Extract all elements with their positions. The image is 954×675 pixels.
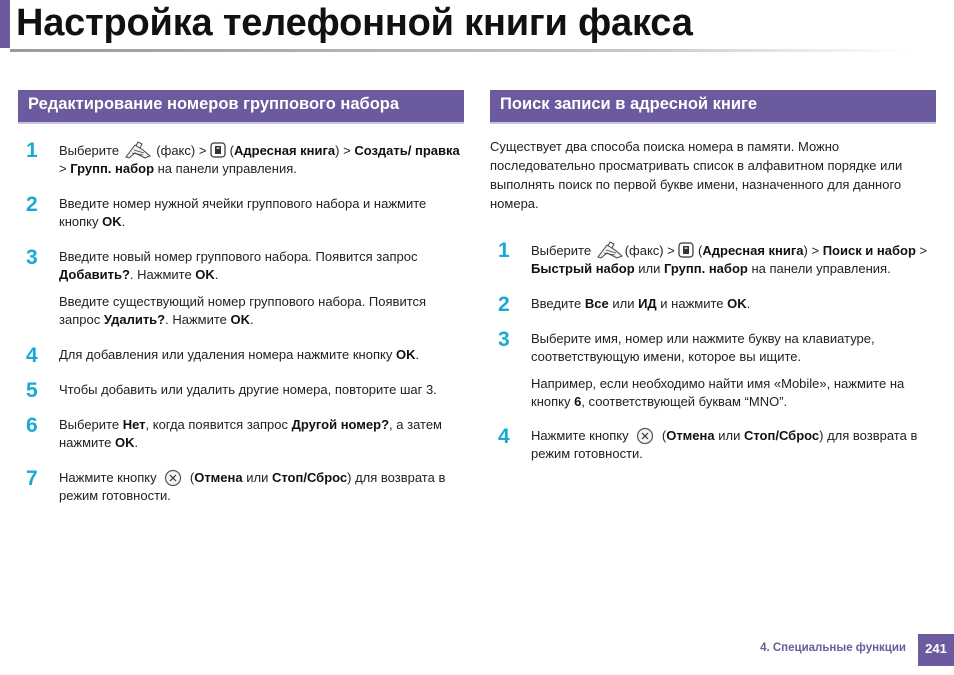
- section-header-divider: [490, 122, 936, 124]
- step-number: 4: [498, 425, 510, 448]
- step-text: [531, 241, 936, 278]
- text: или: [634, 261, 665, 276]
- text: . Нажмите: [129, 267, 196, 282]
- text: (: [658, 428, 667, 443]
- menu-speed-dial: Быстрый набор: [531, 261, 635, 276]
- text: .: [250, 312, 254, 327]
- step-text: [59, 381, 464, 399]
- text: на панели управления.: [747, 261, 891, 276]
- text: , а затем нажмите: [59, 417, 442, 450]
- step-number: 2: [498, 293, 510, 316]
- ok-key: OK: [727, 296, 747, 311]
- menu-group-dial: Групп. набор: [70, 161, 155, 176]
- step-number: 5: [26, 379, 38, 402]
- text: и нажмите: [656, 296, 728, 311]
- step-text: [531, 295, 936, 313]
- text: Введите новый номер группового набора. Появится запрос: [59, 249, 418, 264]
- text: >: [59, 161, 71, 176]
- text: на панели управления.: [154, 161, 297, 176]
- text: . Нажмите: [165, 312, 231, 327]
- prompt-another-number: Другой номер?: [291, 417, 390, 432]
- text: (: [226, 143, 234, 158]
- text: , соответствующей буквам “MNO”.: [581, 394, 788, 409]
- ok-key: OK: [114, 435, 135, 450]
- key-cancel: Отмена: [666, 428, 715, 443]
- stop-reset-icon: [636, 427, 654, 445]
- fax-icon: [595, 241, 625, 259]
- text: Введите номер нужной ячейки группового набора и нажмите кнопку: [59, 196, 427, 229]
- option-all: Все: [584, 296, 609, 311]
- text: ) для возврата в режим готовности.: [59, 470, 446, 503]
- key-6: 6: [574, 394, 582, 409]
- section-group-dial-edit: [18, 90, 464, 503]
- step-number: 3: [498, 328, 510, 351]
- step-text: [531, 330, 936, 411]
- text: или: [242, 470, 272, 485]
- prompt-delete: Удалить?: [103, 312, 166, 327]
- text: Выберите: [59, 417, 123, 432]
- menu-create-edit: Создать/ правка: [354, 143, 460, 158]
- footer-chapter: 4. Специальные функции: [760, 642, 906, 654]
- text: или: [714, 428, 744, 443]
- text: ) для возврата в режим готовности.: [531, 428, 918, 461]
- step-text: [59, 141, 464, 178]
- menu-group-dial: Групп. набор: [664, 261, 748, 276]
- key-stop-reset: Стоп/Сброс: [271, 470, 348, 485]
- key-cancel: Отмена: [194, 470, 243, 485]
- prompt-add: Добавить?: [59, 267, 130, 282]
- text: (факс) >: [152, 143, 211, 158]
- text: .: [134, 435, 139, 450]
- text: Выберите: [531, 243, 595, 258]
- step-number: 1: [26, 139, 38, 162]
- key-stop-reset: Стоп/Сброс: [743, 428, 820, 443]
- text: .: [746, 296, 751, 311]
- ok-key: OK: [102, 214, 122, 229]
- menu-search-dial: Поиск и набор: [822, 243, 916, 258]
- fax-icon: [123, 141, 153, 159]
- text: Введите: [531, 296, 585, 311]
- step-text: [59, 416, 464, 452]
- step-text: [531, 427, 936, 463]
- address-book-icon: [678, 242, 694, 258]
- step-number: 4: [26, 344, 38, 367]
- text: Например, если необходимо найти имя «Mobile», нажмите на кнопку: [531, 376, 905, 409]
- section-header: Поиск записи в адресной книге: [490, 90, 936, 122]
- text: или: [608, 296, 639, 311]
- title-accent-bar: [0, 0, 10, 48]
- section-intro: Существует два способа поиска номера в памяти. Можно последовательно просматривать список в алфавитном порядке или выполнять поиск по первой букве имени, назначенного для данного номера.: [490, 139, 903, 211]
- text: , когда появится запрос: [145, 417, 292, 432]
- text: (: [186, 470, 195, 485]
- ok-key: OK: [230, 312, 251, 327]
- text: .: [415, 347, 420, 362]
- page-number: 241: [918, 634, 954, 666]
- stop-reset-icon: [164, 469, 182, 487]
- step-main-text: Выберите имя, номер или нажмите букву на клавиатуре, соответствующую имени, которое вы ищите.: [531, 331, 875, 364]
- step-text: [59, 346, 464, 364]
- option-id: ИД: [638, 296, 657, 311]
- text: Чтобы добавить или удалить другие номера, повторите шаг 3.: [59, 382, 437, 397]
- step-text: [59, 195, 464, 231]
- text: ) >: [803, 243, 823, 258]
- step-number: 1: [498, 239, 510, 262]
- page-title: Настройка телефонной книги факса: [16, 2, 693, 44]
- text: Для добавления или удаления номера нажмите кнопку: [59, 347, 396, 362]
- section-header-divider: [18, 122, 464, 124]
- step-main-text: [59, 248, 464, 284]
- address-book-icon: [210, 142, 226, 158]
- text: (: [694, 243, 703, 258]
- text: Нажмите кнопку: [531, 428, 633, 443]
- ok-key: OK: [395, 347, 416, 362]
- step-number: 2: [26, 193, 38, 216]
- menu-address-book: Адресная книга: [702, 243, 804, 258]
- text: Введите существующий номер группового набора. Появится запрос: [59, 294, 427, 327]
- section-header: Редактирование номеров группового набора: [18, 90, 464, 122]
- step-note: [59, 293, 464, 329]
- step-number: 7: [26, 467, 38, 490]
- menu-address-book: Адресная книга: [234, 143, 336, 158]
- section-address-book-search: [490, 90, 936, 461]
- text: .: [214, 267, 219, 282]
- title-divider: [10, 49, 910, 52]
- step-text: [59, 248, 464, 329]
- text: .: [121, 214, 126, 229]
- step-text: [59, 469, 464, 505]
- ok-key: OK: [195, 267, 215, 282]
- text: (факс) >: [624, 243, 679, 258]
- text: Нажмите кнопку: [59, 470, 161, 485]
- step-note: [531, 375, 936, 411]
- text: Выберите: [59, 143, 123, 158]
- option-no: Нет: [122, 417, 146, 432]
- text: ) >: [335, 143, 355, 158]
- text: >: [915, 243, 928, 258]
- step-number: 6: [26, 414, 38, 437]
- step-number: 3: [26, 246, 38, 269]
